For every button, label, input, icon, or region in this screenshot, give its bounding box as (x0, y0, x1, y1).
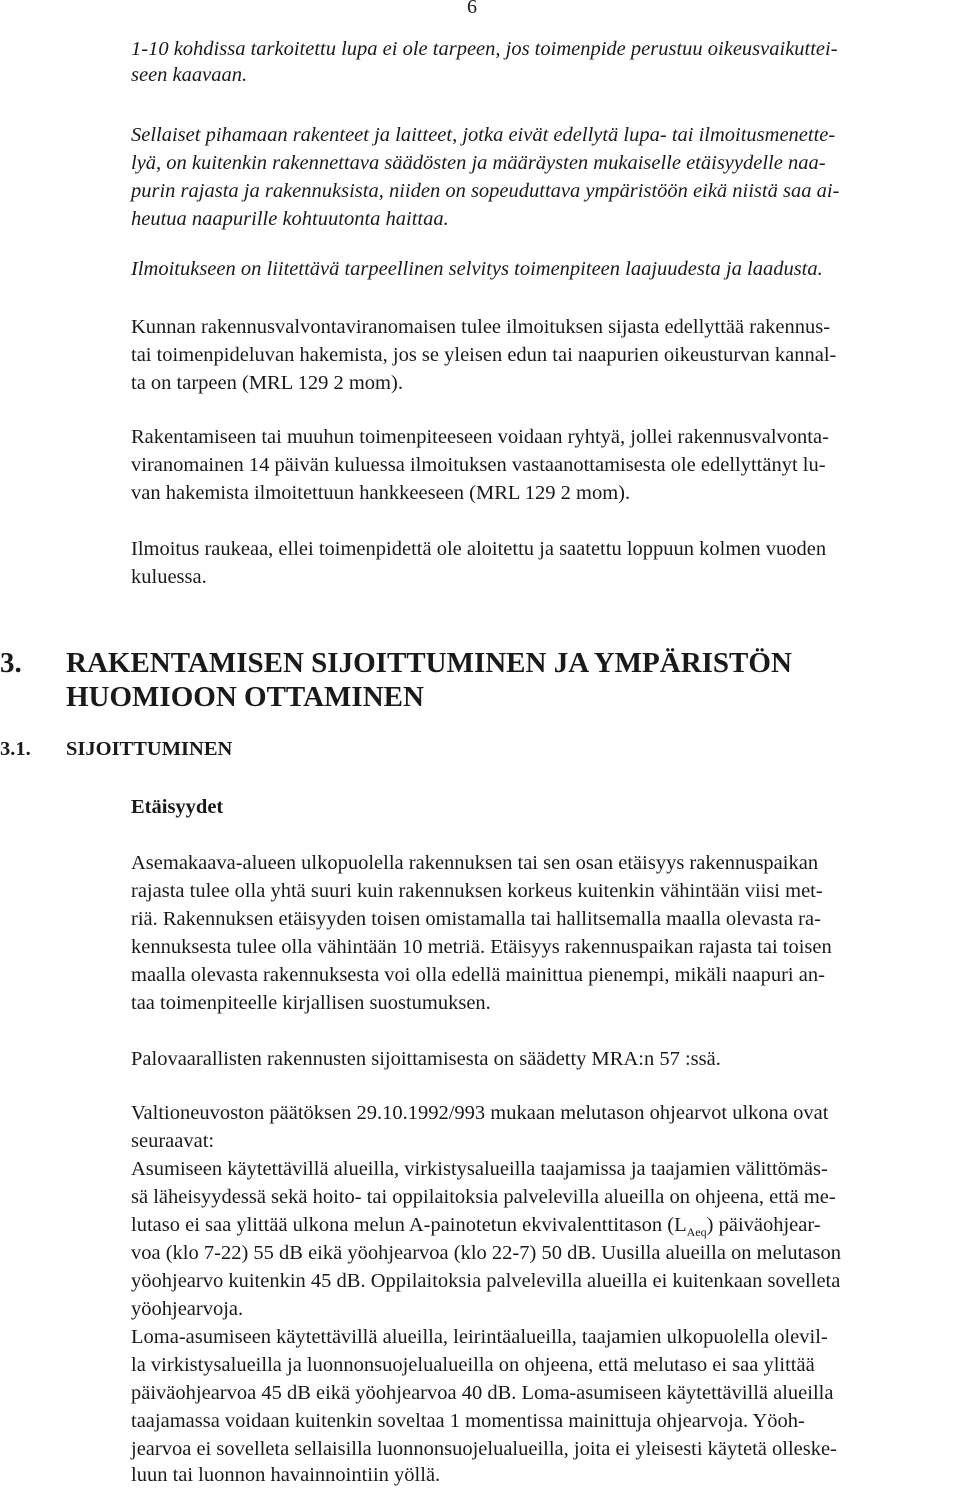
para9-line: sä läheisyydessä sekä hoito- tai oppilaitoksia palvelevilla alueilla on ohjeena, että me- (131, 1186, 836, 1208)
section-number: 3. (0, 647, 22, 679)
para7-line: Asemakaava-alueen ulkopuolella rakennuksen tai sen osan etäisyys rakennuspaikan (131, 852, 819, 874)
para9-line: seuraavat: (131, 1130, 215, 1152)
page-number: 6 (467, 0, 477, 18)
para9-line: jearvoa ei sovelleta sellaisilla luonnonsuojelualueilla, joita ei yleisesti käytetä olleske- (131, 1438, 837, 1460)
para9-line: voa (klo 7-22) 55 dB eikä yöohjearvoa (klo 22-7) 50 dB. Uusilla alueilla on melutason (131, 1242, 841, 1264)
para3-line: Ilmoitukseen on liitettävä tarpeellinen selvitys toimenpiteen laajuudesta ja laadusta. (131, 258, 823, 280)
subsection-number: 3.1. (0, 738, 31, 760)
laeq-subscript: Aeq (686, 1225, 707, 1240)
para9-line: luun tai luonnon havainnointiin yöllä. (131, 1464, 441, 1486)
para5-line: Rakentamiseen tai muuhun toimenpiteeseen voidaan ryhtyä, jollei rakennusvalvonta- (131, 426, 829, 448)
para4-line: Kunnan rakennusvalvontaviranomaisen tulee ilmoituksen sijasta edellyttää rakennus- (131, 316, 831, 338)
para7-line: kennuksesta tulee olla vähintään 10 metriä. Etäisyys rakennuspaikan rajasta tai toisen (131, 936, 832, 958)
para2-line: lyä, on kuitenkin rakennettava säädösten ja määräysten mukaiselle etäisyydelle naa- (131, 152, 826, 174)
para2-line: Sellaiset pihamaan rakenteet ja laitteet, jotka eivät edellytä lupa- tai ilmoitusmenette- (131, 124, 836, 146)
para6-line: Ilmoitus raukeaa, ellei toimenpidettä ole aloitettu ja saatettu loppuun kolmen vuoden (131, 538, 827, 560)
para2-line: purin rajasta ja rakennuksista, niiden on sopeuduttava ympäristöön eikä niistä saa ai- (131, 180, 840, 202)
para9-line-laeq-end: ) päiväohjear- (706, 1214, 821, 1236)
section-title-line1: RAKENTAMISEN SIJOITTUMINEN JA YMPÄRISTÖN (66, 647, 792, 679)
para9-line: taajamassa voidaan kuitenkin soveltaa 1 momentissa mainittuja ohjearvoja. Yöoh- (131, 1410, 805, 1432)
para9-line: yöohjearvoja. (131, 1298, 244, 1320)
para7-line: taa toimenpiteelle kirjallisen suostumuksen. (131, 992, 491, 1014)
para9-line: Asumiseen käytettävillä alueilla, virkistysalueilla taajamissa ja taajamien välittömäs- (131, 1158, 828, 1180)
para6-line: kuluessa. (131, 566, 207, 588)
para1-line: 1-10 kohdissa tarkoitettu lupa ei ole tarpeen, jos toimenpide perustuu oikeusvaikuttei- (131, 38, 838, 60)
subsection-title: SIJOITTUMINEN (66, 738, 233, 760)
para9-line: la virkistysalueilla ja luonnonsuojelualueilla on ohjeena, että melutaso ei saa ylittää (131, 1354, 815, 1376)
para1-line: seen kaavaan. (131, 64, 248, 86)
para9-line-laeq-start: lutaso ei saa ylittää ulkona melun A-painotetun ekvivalenttitason (L (131, 1214, 687, 1236)
para7-line: riä. Rakennuksen etäisyyden toisen omistamalla tai hallitsemalla maalla olevasta ra- (131, 908, 821, 930)
para7-line: maalla olevasta rakennuksesta voi olla edellä mainittua pienempi, mikäli naapuri an- (131, 964, 825, 986)
para9-line: päiväohjearvoa 45 dB eikä yöohjearvoa 40 dB. Loma-asumiseen käytettävillä alueilla (131, 1382, 834, 1404)
heading-etaisyydet: Etäisyydet (131, 796, 224, 818)
para5-line: van hakemista ilmoitettuun hankkeeseen (MRL 129 2 mom). (131, 482, 631, 504)
para4-line: ta on tarpeen (MRL 129 2 mom). (131, 372, 403, 394)
para4-line: tai toimenpideluvan hakemista, jos se yleisen edun tai naapurien oikeusturvan kannal- (131, 344, 837, 366)
para8-line: Palovaarallisten rakennusten sijoittamisesta on säädetty MRA:n 57 :ssä. (131, 1048, 721, 1070)
section-title-line2: HUOMIOON OTTAMINEN (66, 681, 424, 713)
para2-line: heutua naapurille kohtuutonta haittaa. (131, 208, 449, 230)
para7-line: rajasta tulee olla yhtä suuri kuin rakennuksen korkeus kuitenkin vähintään viisi met- (131, 880, 823, 902)
para9-line: Valtioneuvoston päätöksen 29.10.1992/993 mukaan melutason ohjearvot ulkona ovat (131, 1102, 829, 1124)
para5-line: viranomainen 14 päivän kuluessa ilmoituksen vastaanottamisesta ole edellyttänyt lu- (131, 454, 826, 476)
para9-line: yöohjearvo kuitenkin 45 dB. Oppilaitoksia palvelevilla alueilla ei kuitenkaan sovelleta (131, 1270, 841, 1292)
para9-line: Loma-asumiseen käytettävillä alueilla, leirintäalueilla, taajamien ulkopuolella olevil- (131, 1326, 828, 1348)
